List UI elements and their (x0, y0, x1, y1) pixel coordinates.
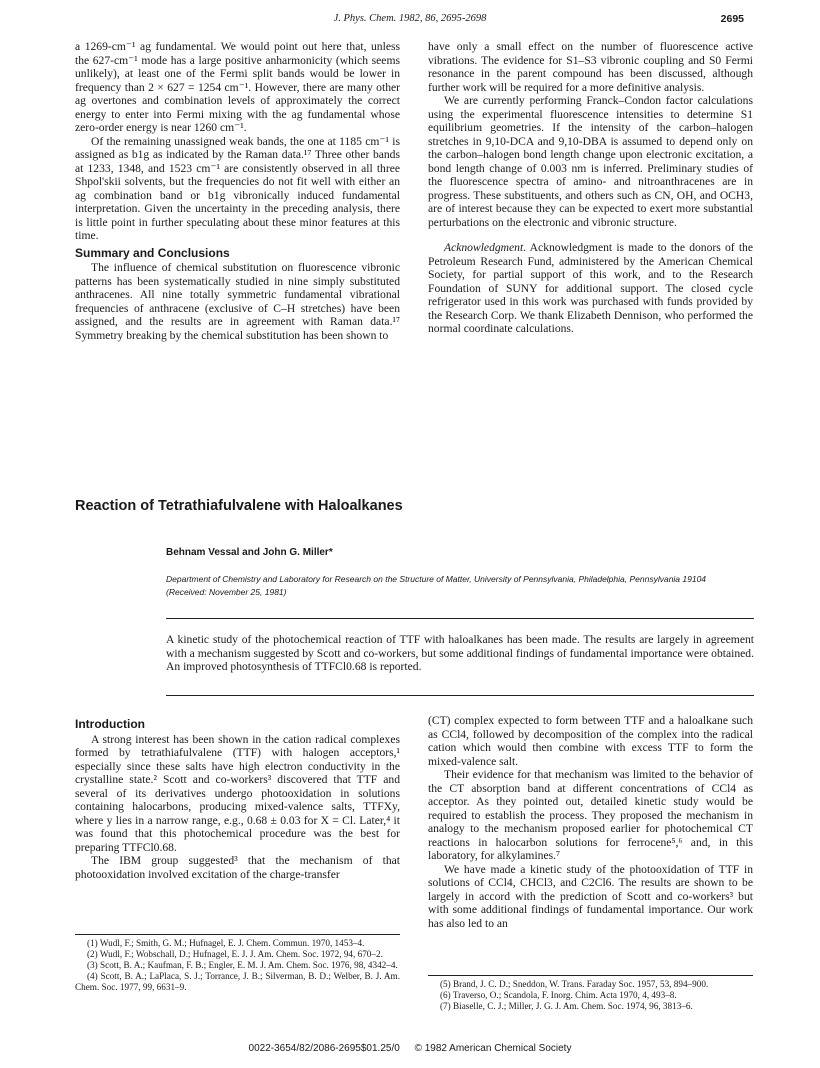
intro-right-column (428, 714, 753, 930)
page-footer (0, 1043, 820, 1054)
paragraph: We are currently performing Franck–Condon factor calculations using the experimental fluorescence intensities to determine S1 equilibrium geometries. If the intensity of the carbon–halogen stretches in 9,10-DCA and 9,10-DBA is assumed to depend only on the carbon–halogen bond length change upon electronic excitation, a bond length change of 0.003 nm is inferred. Preliminary studies of the fluorescence spectra of amino- and nitroanthracenes are in progress. These substituents, and others such as CN, OH, and OCH3, are of interest because they can be expected to exert more substantial perturbations on the electronic and vibronic structure. (428, 94, 753, 229)
paragraph: The IBM group suggested³ that the mechanism of that photooxidation involved excitation of the charge-transfer (75, 854, 400, 881)
page-number: 2695 (720, 13, 744, 25)
article-title: Reaction of Tetrathiafulvalene with Haloalkanes (75, 498, 403, 514)
footnote-rule-right (428, 975, 753, 976)
section-heading: Summary and Conclusions (75, 245, 230, 260)
footnote: (6) Traverso, O.; Scandola, F. Inorg. Chim. Acta 1970, 4, 493–8. (440, 990, 677, 1000)
footer-copyright: © 1982 American Chemical Society (414, 1043, 572, 1054)
footnote: (7) Biaselle, C. J.; Miller, J. G. J. Am. Chem. Soc. 1974, 96, 3813–6. (440, 1001, 693, 1011)
section-heading: Introduction (75, 717, 145, 731)
running-header: J. Phys. Chem. 1982, 86, 2695-2698 (333, 13, 487, 24)
abstract: A kinetic study of the photochemical reaction of TTF with haloalkanes has been made. The results are largely in agreement with a mechanism suggested by Scott and co-workers, but some additional findings of fundamental importance were obtained. An improved photosynthesis of TTFCl0.68 is reported. (166, 633, 754, 673)
footnote: (1) Wudl, F.; Smith, G. M.; Hufnagel, E. J. Chem. Commun. 1970, 1453–4. (87, 938, 365, 948)
footnote: (4) Scott, B. A.; LaPlaca, S. J.; Torrance, J. B.; Silverman, B. D.; Welber, B. J. Am. Chem. Soc. 1977, 99, 6631–9. (75, 971, 400, 992)
acknowledgment-label: Acknowledgment. (444, 241, 527, 254)
abstract-top-rule (166, 618, 754, 619)
footer-code: 0022-3654/82/2086-2695$01.25/0 (248, 1043, 400, 1054)
footnotes-left (75, 938, 400, 993)
prev-article-left-column (75, 40, 400, 342)
authors: Behnam Vessal and John G. Miller* (166, 547, 333, 558)
paragraph: Their evidence for that mechanism was limited to the behavior of the CT absorption band at different concentrations of CCl4 as acceptor. As they pointed out, detailed kinetic study would be required to establish the process. They proposed the mechanism in analogy to the mechanism proposed earlier for photochemical CT reactions in halocarbon solutions for ferrocene⁵,⁶ and, in this laboratory, for alkylamines.⁷ (428, 768, 753, 862)
paragraph: We have made a kinetic study of the photooxidation of TTF in solutions of CCl4, CHCl3, and C2Cl6. The results are shown to be largely in accord with the prediction of Scott and co-workers³ but with some additional findings of fundamental importance. Our work has also led to an (428, 862, 753, 930)
footnote: (2) Wudl, F.; Wobschall, D.; Hufnagel, E. J. J. Am. Chem. Soc. 1972, 94, 670–2. (87, 949, 383, 959)
affiliation: Department of Chemistry and Laboratory for Research on the Structure of Matter, University of Pennsylvania, Philadelphia, Pennsylvania 19104 (Received: November 25, 1981) (166, 574, 707, 597)
footnote-rule-left (75, 934, 400, 935)
acknowledgment (428, 241, 753, 336)
acknowledgment-text: Acknowledgment is made to the donors of the Petroleum Research Fund, administered by the American Chemical Society, for partial support of this work, and to the Research Foundation of SUNY for additional support. The closed cycle refrigerator used in this work was purchased with funds provided by the Research Corp. We thank Elizabeth Dennison, who performed the normal coordinate calculations. (428, 241, 753, 335)
paragraph: have only a small effect on the number of fluorescence active vibrations. The evidence for S1–S3 vibronic coupling and S0 Fermi resonance in the parent compound has been discussed, although further work will be required for a more definitive analysis. (428, 40, 753, 94)
footnote: (3) Scott, B. A.; Kaufman, F. B.; Engler, E. M. J. Am. Chem. Soc. 1976, 98, 4342–4. (87, 960, 398, 970)
footnotes-right (428, 979, 753, 1012)
prev-article-right-column (428, 40, 753, 336)
paragraph: The influence of chemical substitution on fluorescence vibronic patterns has been systematically studied in nine simply substituted anthracenes. All nine totally symmetric fundamental vibrational frequencies of anthracene (exclusive of C–H stretches) have been assigned, and the results are in agreement with Raman data.¹⁷ Symmetry breaking by the chemical substitution has been shown to (75, 261, 400, 342)
footnote: (5) Brand, J. C. D.; Sneddon, W. Trans. Faraday Soc. 1957, 53, 894–900. (440, 979, 709, 989)
abstract-bottom-rule (166, 695, 754, 696)
paragraph: Of the remaining unassigned weak bands, the one at 1185 cm⁻¹ is assigned as b1g as indicated by the Raman data.¹⁷ Three other bands at 1233, 1348, and 1523 cm⁻¹ are consistently observed in all three Shpol'skii solvents, but the frequencies do not fit well with either an ag combination band or b1g vibronically induced fundamental interpretation. Given the uncertainty in the preceding analysis, there is little point in further speculating about these minor features at this time. (75, 134, 400, 242)
paragraph: (CT) complex expected to form between TTF and a haloalkane such as CCl4, followed by decomposition of the complex into the radical cation which would then combine with excess TTF to form the mixed-valence salt. (428, 714, 753, 768)
paragraph: A strong interest has been shown in the cation radical complexes formed by tetrathiafulvalene (TTF) with halogen acceptors,¹ especially since these salts have high electron conductivity in the crystalline state.² Scott and co-workers³ discovered that TTF and several of its derivatives undergo photooxidation in solutions containing halocarbons, producing mixed-valence salts, TTFXy, where y lies in a narrow range, e.g., 0.68 ± 0.03 for X = Cl. Later,⁴ it was found that this photochemical procedure was the best for preparing TTFCl0.68. (75, 732, 400, 854)
paragraph: a 1269-cm⁻¹ ag fundamental. We would point out here that, unless the 627-cm⁻¹ mode has a large positive anharmonicity (which seems unlikely), at least one of the Fermi split bands would be lower in frequency than 2 × 627 = 1254 cm⁻¹. However, there are many other ag overtones and combination levels of approximately the correct energy to enter into Fermi mixing with the ag fundamental whose zero-order energy is near 1260 cm⁻¹. (75, 40, 400, 134)
intro-left-column (75, 718, 400, 881)
